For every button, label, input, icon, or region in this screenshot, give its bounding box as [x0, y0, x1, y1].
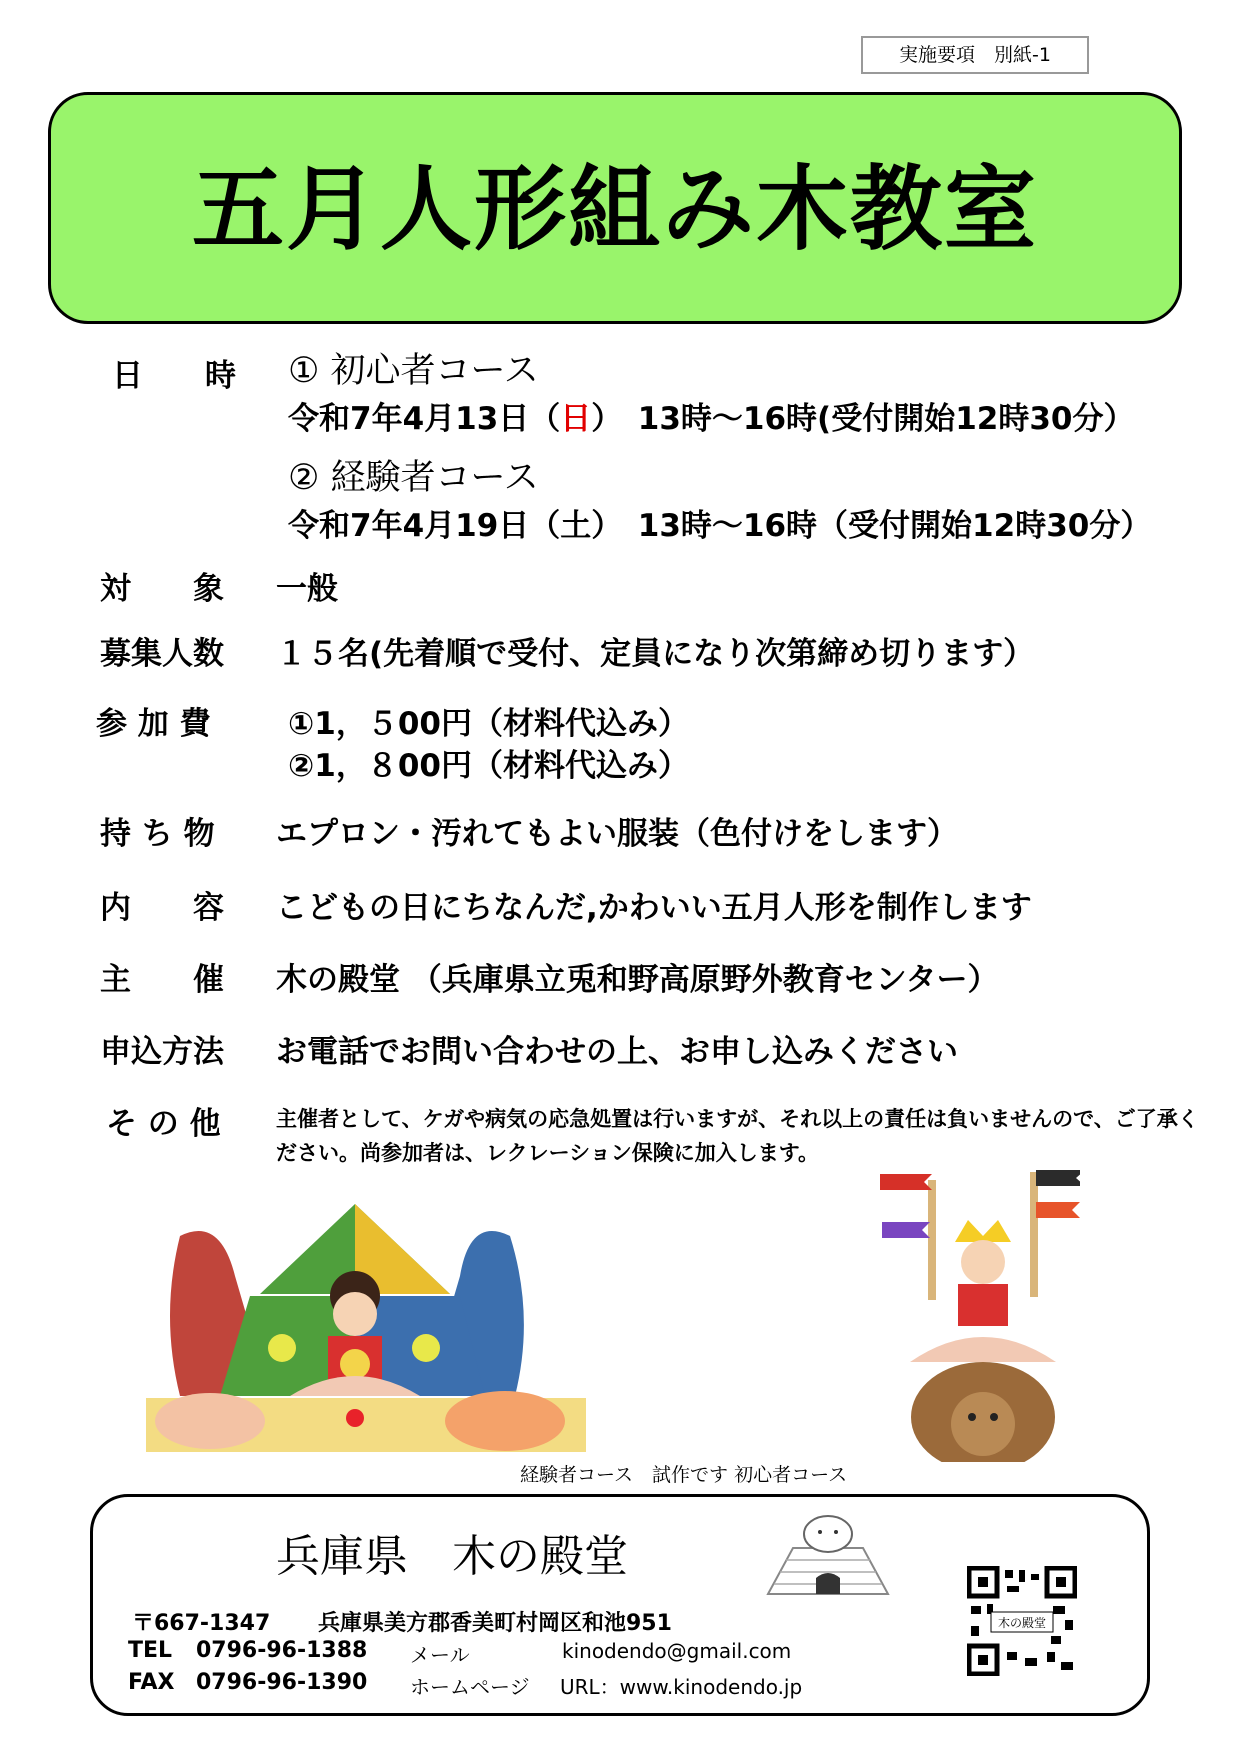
mail-address[interactable]: kinodendo@gmail.com: [562, 1639, 792, 1663]
capacity-label: 募集人数: [100, 636, 224, 672]
image-caption: 経験者コース 試作です 初心者コース: [520, 1464, 848, 1486]
capacity-value: １５名(先着順で受付、定員になり次第締め切ります）: [276, 636, 1035, 672]
fee-label: 参 加 費: [96, 706, 211, 742]
postal-code: 〒667-1347: [132, 1611, 271, 1636]
fax-label: FAX: [128, 1670, 175, 1695]
qr-label: 木の殿堂: [997, 1616, 1047, 1630]
course1-date: 令和7年4月13日（日） 13時～16時(受付開始12時30分）: [288, 401, 1135, 437]
items-label: 持 ち 物: [100, 816, 215, 852]
address: 兵庫県美方郡香美町村岡区和池951: [318, 1611, 672, 1636]
target-value: 一般: [276, 571, 338, 607]
course2-date: 令和7年4月19日（土） 13時～16時（受付開始12時30分）: [288, 508, 1152, 544]
other-value: 主催者として、ケガや病気の応急処置は行いますが、それ以上の責任は負いませんので、ご了承ください。尚参加者は、レクレーション保険に加入します。: [276, 1107, 1199, 1165]
target-label: 対 象: [100, 571, 224, 607]
document-tag: 実施要項 別紙-1: [861, 36, 1089, 74]
building-logo-icon: [758, 1508, 898, 1604]
items-value: エプロン・汚れてもよい服装（色付けをします）: [276, 816, 958, 852]
page-title: 五月人形組み木教室: [191, 156, 1038, 263]
host-label: 主 催: [100, 962, 224, 998]
bear-doll-illustration: [880, 1162, 1080, 1462]
fax-number: 0796-96-1390: [196, 1670, 368, 1695]
course2-title: ② 経験者コース: [288, 458, 539, 498]
apply-label: 申込方法: [100, 1034, 224, 1070]
tel-label: TEL: [128, 1638, 173, 1663]
footer-org-name: 兵庫県 木の殿堂: [276, 1531, 628, 1582]
host-value: 木の殿堂 （兵庫県立兎和野高原野外教育センター）: [276, 962, 999, 998]
qr-code-icon: [967, 1566, 1077, 1676]
tel-number: 0796-96-1388: [196, 1638, 368, 1663]
kabuto-puzzle-illustration: [140, 1196, 590, 1456]
fee-2: ②1，８00円（材料代込み）: [288, 748, 689, 784]
content-label: 内 容: [100, 890, 224, 926]
content-value: こどもの日にちなんだ,かわいい五月人形を制作します: [276, 890, 1032, 926]
homepage-url[interactable]: URL：www.kinodendo.jp: [560, 1675, 803, 1699]
mail-label: メール: [410, 1643, 470, 1667]
sunday-mark: 日: [560, 401, 592, 437]
other-label: そ の 他: [106, 1106, 221, 1142]
apply-value: お電話でお問い合わせの上、お申し込みください: [276, 1034, 958, 1070]
course1-title: ① 初心者コース: [288, 351, 539, 391]
schedule-label: 日 時: [112, 358, 236, 394]
homepage-label: ホームページ: [410, 1675, 530, 1699]
fee-1: ①1，５00円（材料代込み）: [288, 706, 689, 742]
